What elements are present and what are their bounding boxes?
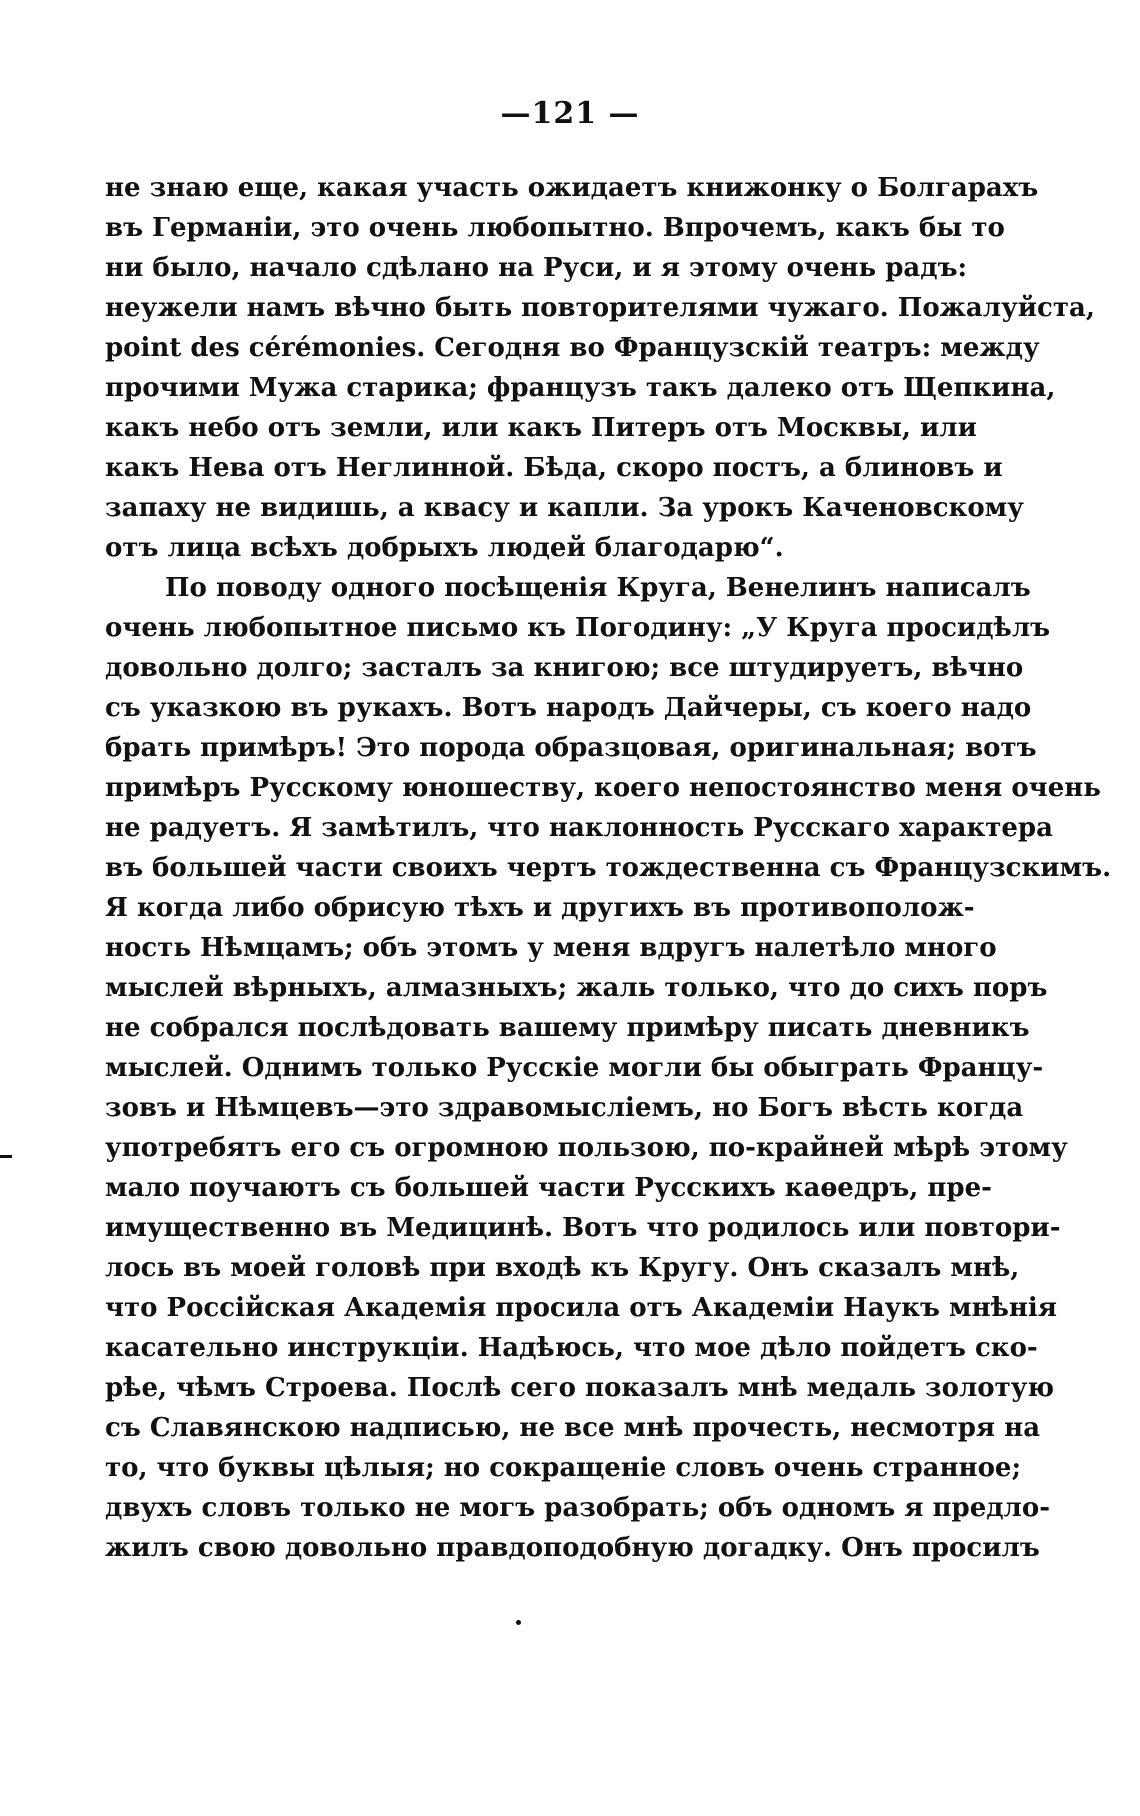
text-line: зовъ и Нѣмцевъ—это здравомысліемъ, но Богъ вѣсть когда — [105, 1093, 1024, 1123]
text-line: съ Славянскою надписью, не все мнѣ прочесть, несмотря на — [105, 1413, 1041, 1443]
text-line: въ большей части своихъ чертъ тождественна съ Французскимъ. — [105, 853, 1112, 883]
margin-mark — [0, 1155, 12, 1158]
text-line: мало поучаютъ съ большей части Русскихъ каѳедръ, пре- — [105, 1173, 992, 1203]
text-line: мыслей. Однимъ только Русскіе могли бы обыграть Францу- — [105, 1053, 1044, 1083]
text-line: Я когда либо обрисую тѣхъ и другихъ въ противополож- — [105, 893, 975, 923]
text-line: съ указкою въ рукахъ. Вотъ народъ Дайчеры, съ коего надо — [105, 693, 1032, 723]
page-number: —121 — — [500, 96, 640, 131]
text-line: отъ лица всѣхъ добрыхъ людей благодарю“. — [105, 533, 784, 563]
text-line: двухъ словъ только не могъ разобрать; объ одномъ я предло- — [105, 1493, 1051, 1523]
text-line: что Россійская Академія просила отъ Академіи Наукъ мнѣнія — [105, 1293, 1058, 1323]
text-line: По поводу одного посѣщенія Круга, Венелинъ написалъ — [165, 573, 1031, 603]
text-line: примѣръ Русскому юношеству, коего непостоянство меня очень — [105, 773, 1101, 803]
text-line: употребятъ его съ огромною пользою, по-крайней мѣрѣ этому — [105, 1133, 1068, 1163]
text-line: рѣе, чѣмъ Строева. Послѣ сего показалъ мнѣ медаль золотую — [105, 1373, 1055, 1403]
text-line: не собрался послѣдовать вашему примѣру писать дневникъ — [105, 1013, 1030, 1043]
text-line: какъ Нева отъ Неглинной. Бѣда, скоро постъ, а блиновъ и — [105, 453, 1003, 483]
text-line: имущественно въ Медицинѣ. Вотъ что родилось или повтори- — [105, 1213, 1061, 1243]
text-line: запаху не видишь, а квасу и капли. За урокъ Каченовскому — [105, 493, 1024, 523]
text-line: касательно инструкціи. Надѣюсь, что мое дѣло пойдетъ ско- — [105, 1333, 1038, 1363]
text-line: жилъ свою довольно правдоподобную догадку. Онъ просилъ — [105, 1533, 1040, 1563]
text-line: какъ небо отъ земли, или какъ Питеръ отъ Москвы, или — [105, 413, 977, 443]
text-line: въ Германіи, это очень любопытно. Впрочемъ, какъ бы то — [105, 213, 1005, 243]
text-line: лось въ моей головѣ при входѣ къ Кругу. Онъ сказалъ мнѣ, — [105, 1253, 1020, 1283]
text-line: point des cérémonies. Сегодня во Французскій театръ: между — [105, 333, 1040, 363]
text-line: ни было, начало сдѣлано на Руси, и я этому очень радъ: — [105, 253, 968, 283]
text-line: очень любопытное письмо къ Погодину: „У Круга просидѣлъ — [105, 613, 1051, 643]
text-line: неужели намъ вѣчно быть повторителями чужаго. Пожалуйста, — [105, 293, 1095, 323]
text-line: мыслей вѣрныхъ, алмазныхъ; жаль только, что до сихъ поръ — [105, 973, 1048, 1003]
text-line: не знаю еще, какая участь ожидаетъ книжонку о Болгарахъ — [105, 173, 1039, 203]
text-line: не радуетъ. Я замѣтилъ, что наклонность Русскаго характера — [105, 813, 1053, 843]
text-line: ность Нѣмцамъ; объ этомъ у меня вдругъ налетѣло много — [105, 933, 997, 963]
page-body — [105, 168, 1112, 1568]
text-line: прочими Мужа старика; французъ такъ далеко отъ Щепкина, — [105, 373, 1056, 403]
text-line: то, что буквы цѣлыя; но сокращеніе словъ очень странное; — [105, 1453, 1022, 1483]
text-line: брать примѣръ! Это порода образцовая, оригинальная; вотъ — [105, 733, 1037, 763]
text-line: довольно долго; засталъ за книгою; все штудируетъ, вѣчно — [105, 653, 1024, 683]
ink-dot — [516, 1620, 521, 1625]
